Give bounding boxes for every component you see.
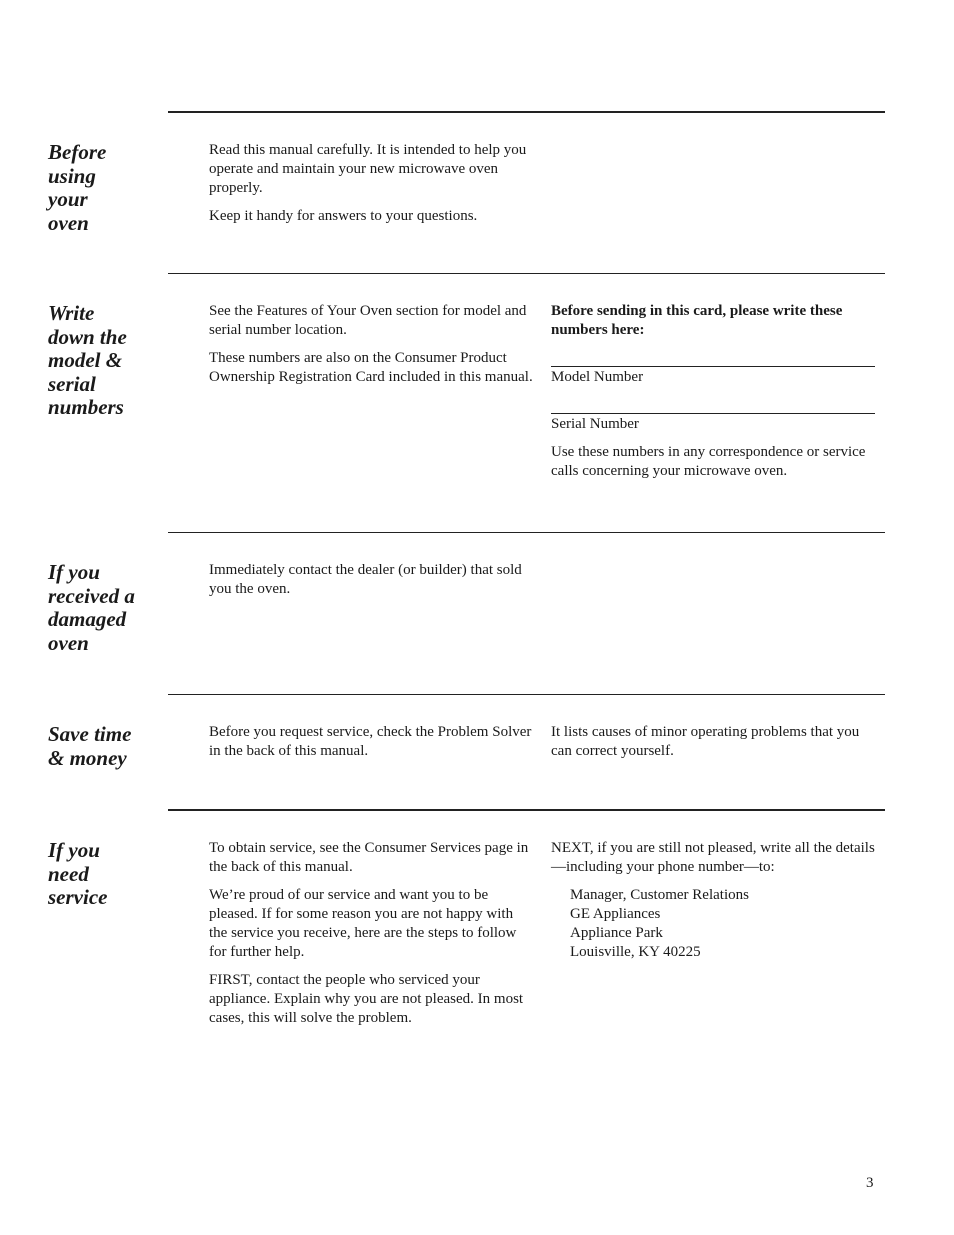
paragraph: NEXT, if you are still not pleased, write all the details—including your phone number—to: [551,840,875,875]
section-body-before-using [209,141,535,235]
section-heading-save-time: Save time & money [48,722,132,770]
section-heading-model-serial: Write down the model & serial numbers [48,301,127,419]
paragraph: Read this manual carefully. It is intended to help you operate and maintain your new microwave oven properly. [209,142,527,196]
section-body-damaged-oven [209,561,535,608]
section-rule [168,809,885,811]
section-heading-before-using: Before using your oven [48,140,107,235]
paragraph: Immediately contact the dealer (or builder) that sold you the oven. [209,562,522,597]
section-body-save-time [209,723,535,770]
serial-number-line [551,413,875,414]
page-number: 3 [866,1175,874,1191]
section-rule [168,273,885,274]
address-line: Appliance Park [570,925,663,941]
paragraph: See the Features of Your Oven section for model and serial number location. [209,303,527,338]
paragraph: It lists causes of minor operating problems that you can correct yourself. [551,724,860,759]
form-intro: Before sending in this card, please write these numbers here: [551,303,843,338]
paragraph: These numbers are also on the Consumer Product Ownership Registration Card included in this manual. [209,350,533,385]
address-line: Louisville, KY 40225 [570,944,701,960]
section-body-need-service [209,839,535,1037]
section-heading-need-service: If you need service [48,838,108,909]
address-line: GE Appliances [570,906,661,922]
mailing-address [551,886,877,962]
section-body-save-time-right [551,723,877,770]
paragraph: To obtain service, see the Consumer Services page in the back of this manual. [209,840,529,875]
model-number-line [551,366,875,367]
paragraph: Use these numbers in any correspondence or service calls concerning your microwave oven. [551,444,866,479]
section-rule [168,694,885,695]
section-heading-damaged-oven: If you received a damaged oven [48,560,135,655]
section-body-need-service-right [551,839,877,962]
section-rule [168,111,885,113]
paragraph: Before you request service, check the Problem Solver in the back of this manual. [209,724,532,759]
address-line: Manager, Customer Relations [570,887,749,903]
section-rule [168,532,885,533]
serial-number-label: Serial Number [551,416,639,432]
paragraph: FIRST, contact the people who serviced your appliance. Explain why you are not pleased. In most cases, this will solve the problem. [209,972,524,1026]
section-body-model-serial [209,302,535,396]
paragraph: We’re proud of our service and want you to be pleased. If for some reason you are not happy with the service you receive, here are the steps to follow for further help. [209,887,517,960]
model-serial-form [551,302,877,490]
model-number-label: Model Number [551,369,644,385]
paragraph: Keep it handy for answers to your questions. [209,208,478,224]
